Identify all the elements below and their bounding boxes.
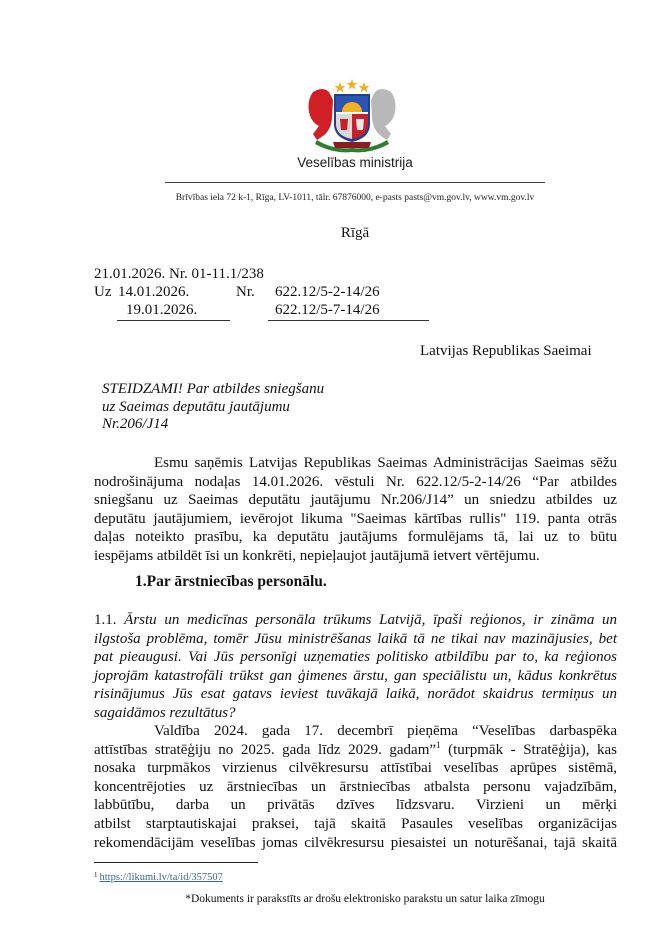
paragraph-line: Valdība 2024. gada 17. decembrī pieņēma “Veselības darbaspēka — [154, 723, 617, 739]
footnote-divider — [94, 862, 258, 863]
date-underline — [117, 320, 230, 321]
paragraph-line: daļas noteikto prasību, ka deputātu jautājums formulējams tā, lai uz to būtu — [94, 529, 617, 546]
document-date-number: 21.01.2026. Nr. 01-11.1/238 — [94, 266, 264, 282]
paragraph-line: risinājumus Jūs esat gatavs ieviest tuvākajā laikā, norādot skaidrus termiņus un — [94, 686, 617, 703]
subject-line: STEIDZAMI! Par atbildes sniegšanu — [102, 381, 325, 397]
intro-paragraph — [94, 454, 617, 566]
question-number: 1.1. — [94, 612, 125, 628]
paragraph-line: iespējams atbildēt īsi un konkrēti, nepieļaujot jautājumā ietvert vērtējumu. — [94, 547, 540, 564]
header-divider — [165, 182, 545, 183]
question-text: Ārstu un medicīnas personāla trūkums Latvijā, īpaši reģionos, ir zināma un — [124, 612, 617, 628]
paragraph-line: nodrošinājuma nodaļas 14.01.2026. vēstuli Nr. 622.12/5-2-14/26 “Par atbildes — [94, 473, 617, 490]
paragraph-line: ilgstoša problēma, tomēr Jūsu ministrēšanas laikā tā ne tikai nav mazinājusies, bet — [94, 630, 617, 647]
ribbon-icon — [333, 142, 371, 148]
paragraph-line: nosaka turpmākos virzienus cilvēkresursu attīstībai veselības aprūpes sistēmā, — [94, 760, 617, 777]
e-signature-note: *Dokuments ir parakstīts ar drošu elektronisko parakstu un satur laika zīmogu — [185, 893, 545, 905]
footnote — [94, 871, 223, 883]
paragraph-line: atbilst starptautiskajai praksei, tajā skaitā Pasaules veselības organizācijas — [94, 815, 617, 832]
nr-label: Nr. — [236, 284, 255, 300]
subject-line: Nr.206/J14 — [102, 416, 169, 432]
ministry-address: Brīvības iela 72 k-1, Rīga, LV-1011, tālr. 67876000, e-pasts pasts@vm.gov.lv, www.vm.gov.lv — [175, 193, 535, 203]
letter-subject — [102, 381, 324, 434]
footnote-link[interactable]: https://likumi.lv/ta/id/357507 — [99, 872, 223, 883]
incoming-number-2: 622.12/5-7-14/26 — [275, 302, 380, 318]
incoming-date-1: 14.01.2026. — [118, 284, 190, 300]
stars-icon — [335, 79, 370, 93]
incoming-date-2: 19.01.2026. — [126, 302, 198, 318]
answer-paragraph — [94, 722, 617, 852]
paragraph-line: joprojām katastrofāli trūkst gan ģimenes ārstu, gan speciālistu un, kādus konkrētus — [94, 667, 617, 684]
paragraph-line: sniegšanu uz Saeimas deputātu jautājumu Nr.206/J14” un sniedzu atbildes uz — [94, 492, 617, 509]
number-underline — [268, 320, 429, 321]
uz-label: Uz — [94, 284, 112, 300]
addressee: Latvijas Republikas Saeimai — [420, 343, 592, 359]
paragraph-line: pat pieaugusi. Vai Jūs personīgi uzņematies politisko atbildību par to, ka reģionos — [94, 649, 617, 666]
section-heading: 1.Par ārstniecības personālu. — [135, 573, 327, 590]
question-paragraph — [94, 611, 617, 723]
incoming-number-1: 622.12/5-2-14/26 — [275, 284, 380, 300]
paragraph-line — [94, 611, 617, 630]
paragraph-line — [94, 741, 617, 760]
ministry-name: Veselības ministrija — [297, 155, 413, 170]
answer-text: attīstības stratēģiju no 2025. gada līdz 2029. gadam” — [94, 741, 437, 758]
paragraph-line: sagaidāmos rezultātus? — [94, 704, 236, 721]
footnote-marker: 1 — [94, 871, 98, 879]
paragraph-line: labbūtību, darba un privātās dzīves līdzsvaru. Virzieni un mērķi — [94, 797, 617, 814]
answer-text: (turpmāk - Stratēģija), kas — [440, 741, 617, 758]
paragraph-line: koncentrējoties uz ārstniecības un ārstniecības atbalsta personu vajadzībām, — [94, 778, 617, 795]
paragraph-line: rekomendācijām veselības jomas cilvēkresursu piesaistei un noturēšanai, tajā skaitā — [94, 834, 617, 851]
silver-griffin-icon — [371, 89, 396, 140]
paragraph-line: Esmu saņēmis Latvijas Republikas Saeimas Administrācijas Saeimas sēžu — [154, 455, 617, 471]
paragraph-line: deputātu jautājumiem, ievērojot likuma "Saeimas kārtības rullis" 119. panta otrās — [94, 510, 617, 527]
red-lion-icon — [309, 89, 334, 140]
subject-line: uz Saeimas deputātu jautājumu — [102, 398, 290, 415]
footnote-reference[interactable]: 1 — [436, 739, 441, 750]
city-of-issue: Rīgā — [340, 225, 370, 241]
shield-icon — [334, 94, 370, 142]
coat-of-arms-logo — [303, 78, 401, 154]
